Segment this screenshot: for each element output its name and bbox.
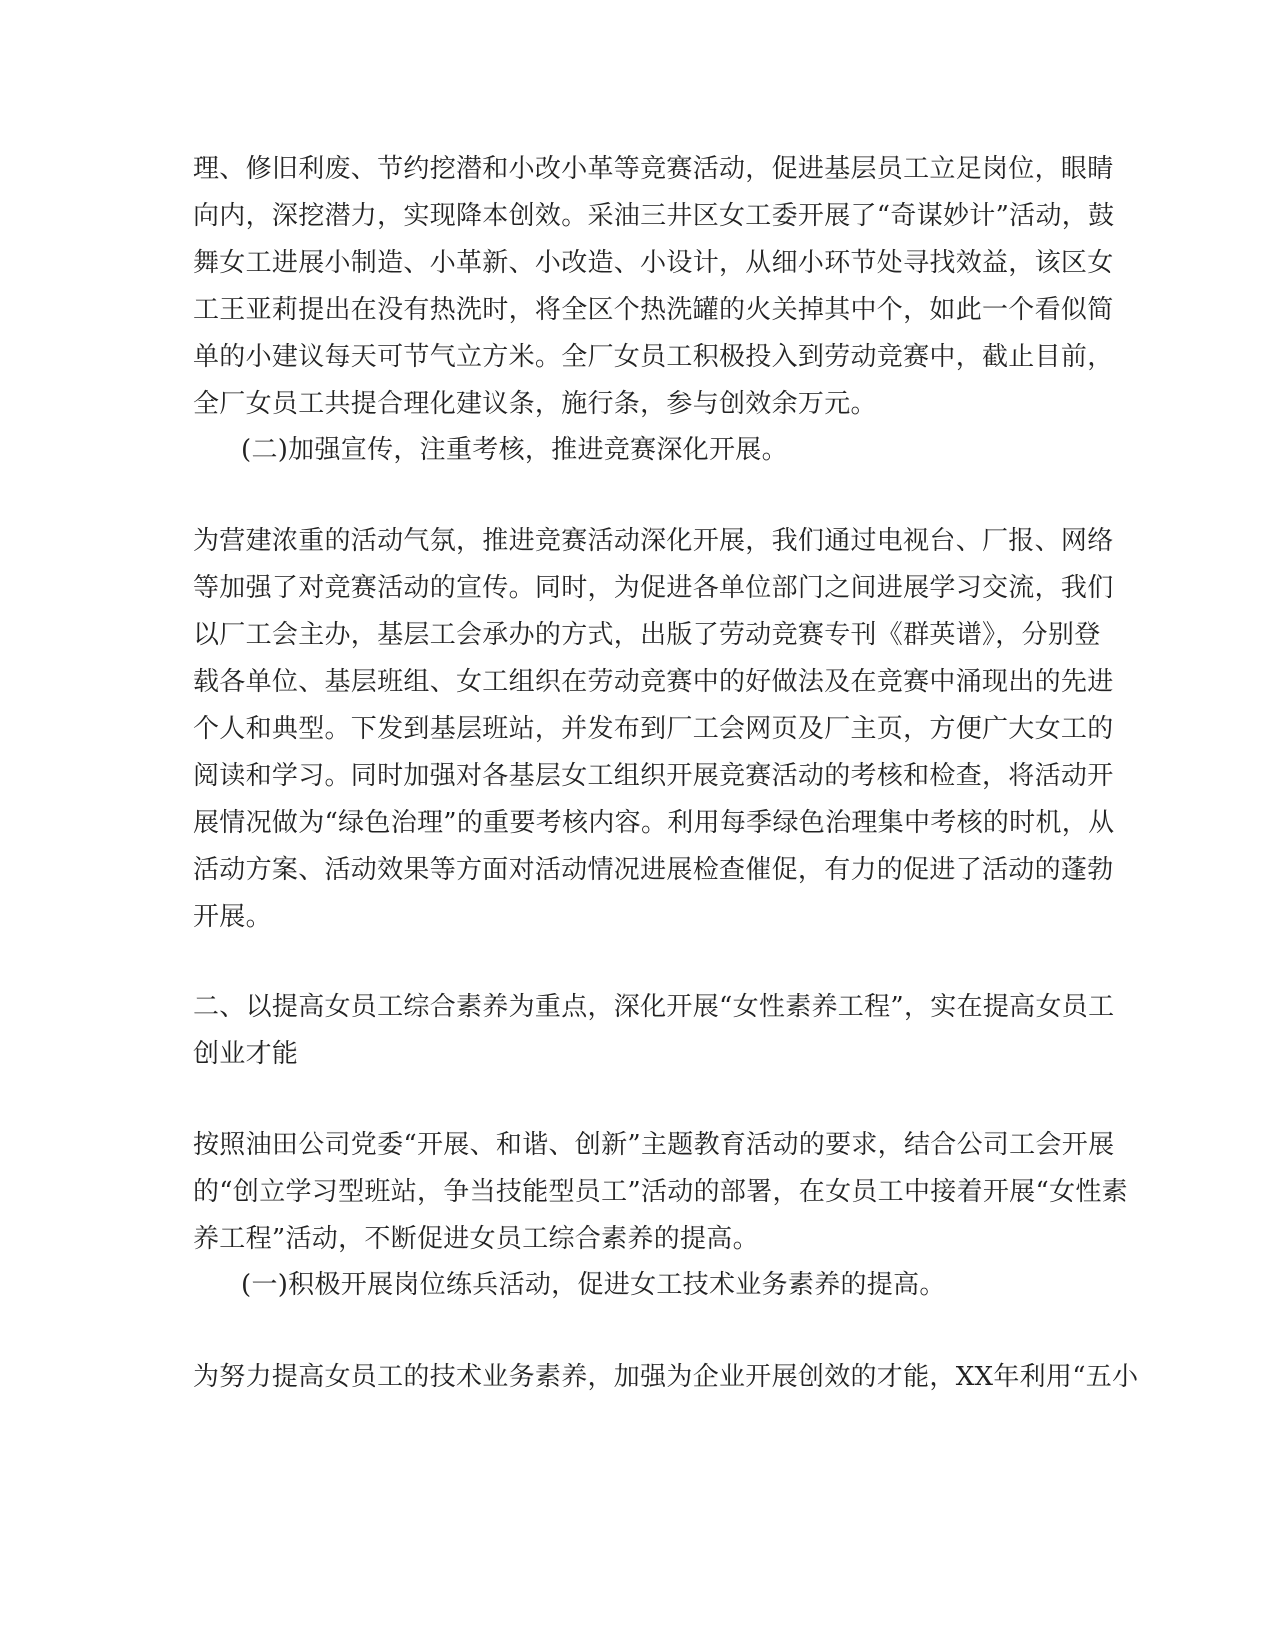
paragraph-line: 个人和典型。下发到基层班站，并发布到厂工会网页及厂主页，方便广大女工的 (193, 714, 1114, 744)
paragraph-line: 全厂女员工共提合理化建议条，施行条，参与创效余万元。 (193, 389, 877, 419)
paragraph-line: 的“创立学习型班站，争当技能型员工”活动的部署，在女员工中接着开展“女性素 (193, 1177, 1128, 1207)
paragraph-line: 开展。 (193, 902, 272, 932)
section-heading: 二、以提高女员工综合素养为重点，深化开展“女性素养工程”，实在提高女员工 (193, 992, 1115, 1022)
paragraph-line: 舞女工进展小制造、小革新、小改造、小设计，从细小环节处寻找效益，该区女 (193, 248, 1114, 278)
subheading: (二)加强宣传，注重考核，推进竞赛深化开展。 (241, 435, 788, 465)
paragraph-line: 工王亚莉提出在没有热洗时，将全区个热洗罐的火关掉其中个，如此一个看似简 (193, 295, 1114, 325)
paragraph-line: 载各单位、基层班组、女工组织在劳动竞赛中的好做法及在竞赛中涌现出的先进 (193, 667, 1114, 697)
paragraph-line: 展情况做为“绿色治理”的重要考核内容。利用每季绿色治理集中考核的时机，从 (193, 808, 1115, 838)
paragraph-line: 为努力提高女员工的技术业务素养，加强为企业开展创效的才能，XX年利用“五小 (193, 1362, 1139, 1392)
paragraph-line: 为营建浓重的活动气氛，推进竞赛活动深化开展，我们通过电视台、厂报、网络 (193, 526, 1114, 556)
paragraph-line: 活动方案、活动效果等方面对活动情况进展检查催促，有力的促进了活动的蓬勃 (193, 855, 1114, 885)
section-heading: 创业才能 (193, 1039, 299, 1069)
paragraph-line: 养工程”活动，不断促进女员工综合素养的提高。 (193, 1224, 759, 1254)
paragraph-line: 向内，深挖潜力，实现降本创效。采油三井区女工委开展了“奇谋妙计”活动，鼓 (193, 201, 1115, 231)
paragraph-line: 按照油田公司党委“开展、和谐、创新”主题教育活动的要求，结合公司工会开展 (193, 1130, 1115, 1160)
paragraph-line: 阅读和学习。同时加强对各基层女工组织开展竞赛活动的考核和检查，将活动开 (193, 761, 1114, 791)
subheading: (一)积极开展岗位练兵活动，促进女工技术业务素养的提高。 (241, 1270, 946, 1300)
paragraph-line: 单的小建议每天可节气立方米。全厂女员工积极投入到劳动竞赛中，截止目前， (193, 342, 1114, 372)
paragraph-line: 等加强了对竞赛活动的宣传。同时，为促进各单位部门之间进展学习交流，我们 (193, 573, 1114, 603)
paragraph-line: 以厂工会主办，基层工会承办的方式，出版了劳动竞赛专刊《群英谱》，分别登 (193, 620, 1101, 650)
paragraph-line: 理、修旧利废、节约挖潜和小改小革等竞赛活动，促进基层员工立足岗位，眼睛 (193, 154, 1114, 184)
